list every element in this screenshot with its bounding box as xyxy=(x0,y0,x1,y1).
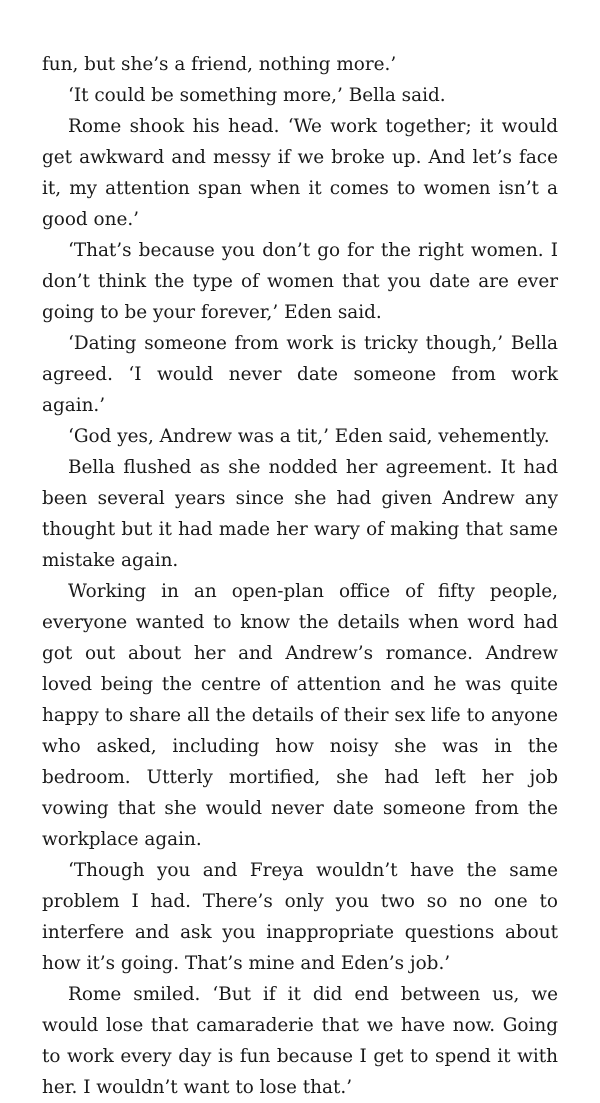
paragraph: ‘God yes, Andrew was a tit,’ Eden said, vehemently. xyxy=(68,426,550,447)
page-body xyxy=(42,49,558,1103)
paragraph: Rome shook his head. ‘We work together; it would get awkward and messy if we broke up. And let’s face it, my attention span when it comes to women isn’t a good one.’ xyxy=(42,116,558,230)
paragraph: Working in an open-plan office of fifty people, everyone wanted to know the details when word had got out about her and Andrew’s romance. Andrew loved being the centre of attention and he was quite happy to share all the details of their sex life to anyone who asked, including how noisy she was in the bedroom. Utterly mortified, she had left her job vowing that she would never date someone from the workplace again. xyxy=(42,581,558,850)
paragraph: Bella flushed as she nodded her agreement. It had been several years since she had given Andrew any thought but it had made her wary of making that same mistake again. xyxy=(42,457,558,571)
paragraph: ‘That’s because you don’t go for the right women. I don’t think the type of women that you date are ever going to be your forever,’ Eden said. xyxy=(42,240,558,323)
paragraph-continuation: fun, but she’s a friend, nothing more.’ xyxy=(42,54,397,75)
paragraph: ‘It could be something more,’ Bella said. xyxy=(68,85,446,106)
paragraph: ‘Dating someone from work is tricky though,’ Bella agreed. ‘I would never date someone from work again.’ xyxy=(42,333,558,416)
paragraph: Rome smiled. ‘But if it did end between us, we would lose that camaraderie that we have now. Going to work every day is fun because I get to spend it with her. I wouldn’t want to lose that.’ xyxy=(42,984,558,1098)
paragraph: ‘Though you and Freya wouldn’t have the same problem I had. There’s only you two so no one to interfere and ask you inappropriate questions about how it’s going. That’s mine and Eden’s job.’ xyxy=(42,860,558,974)
